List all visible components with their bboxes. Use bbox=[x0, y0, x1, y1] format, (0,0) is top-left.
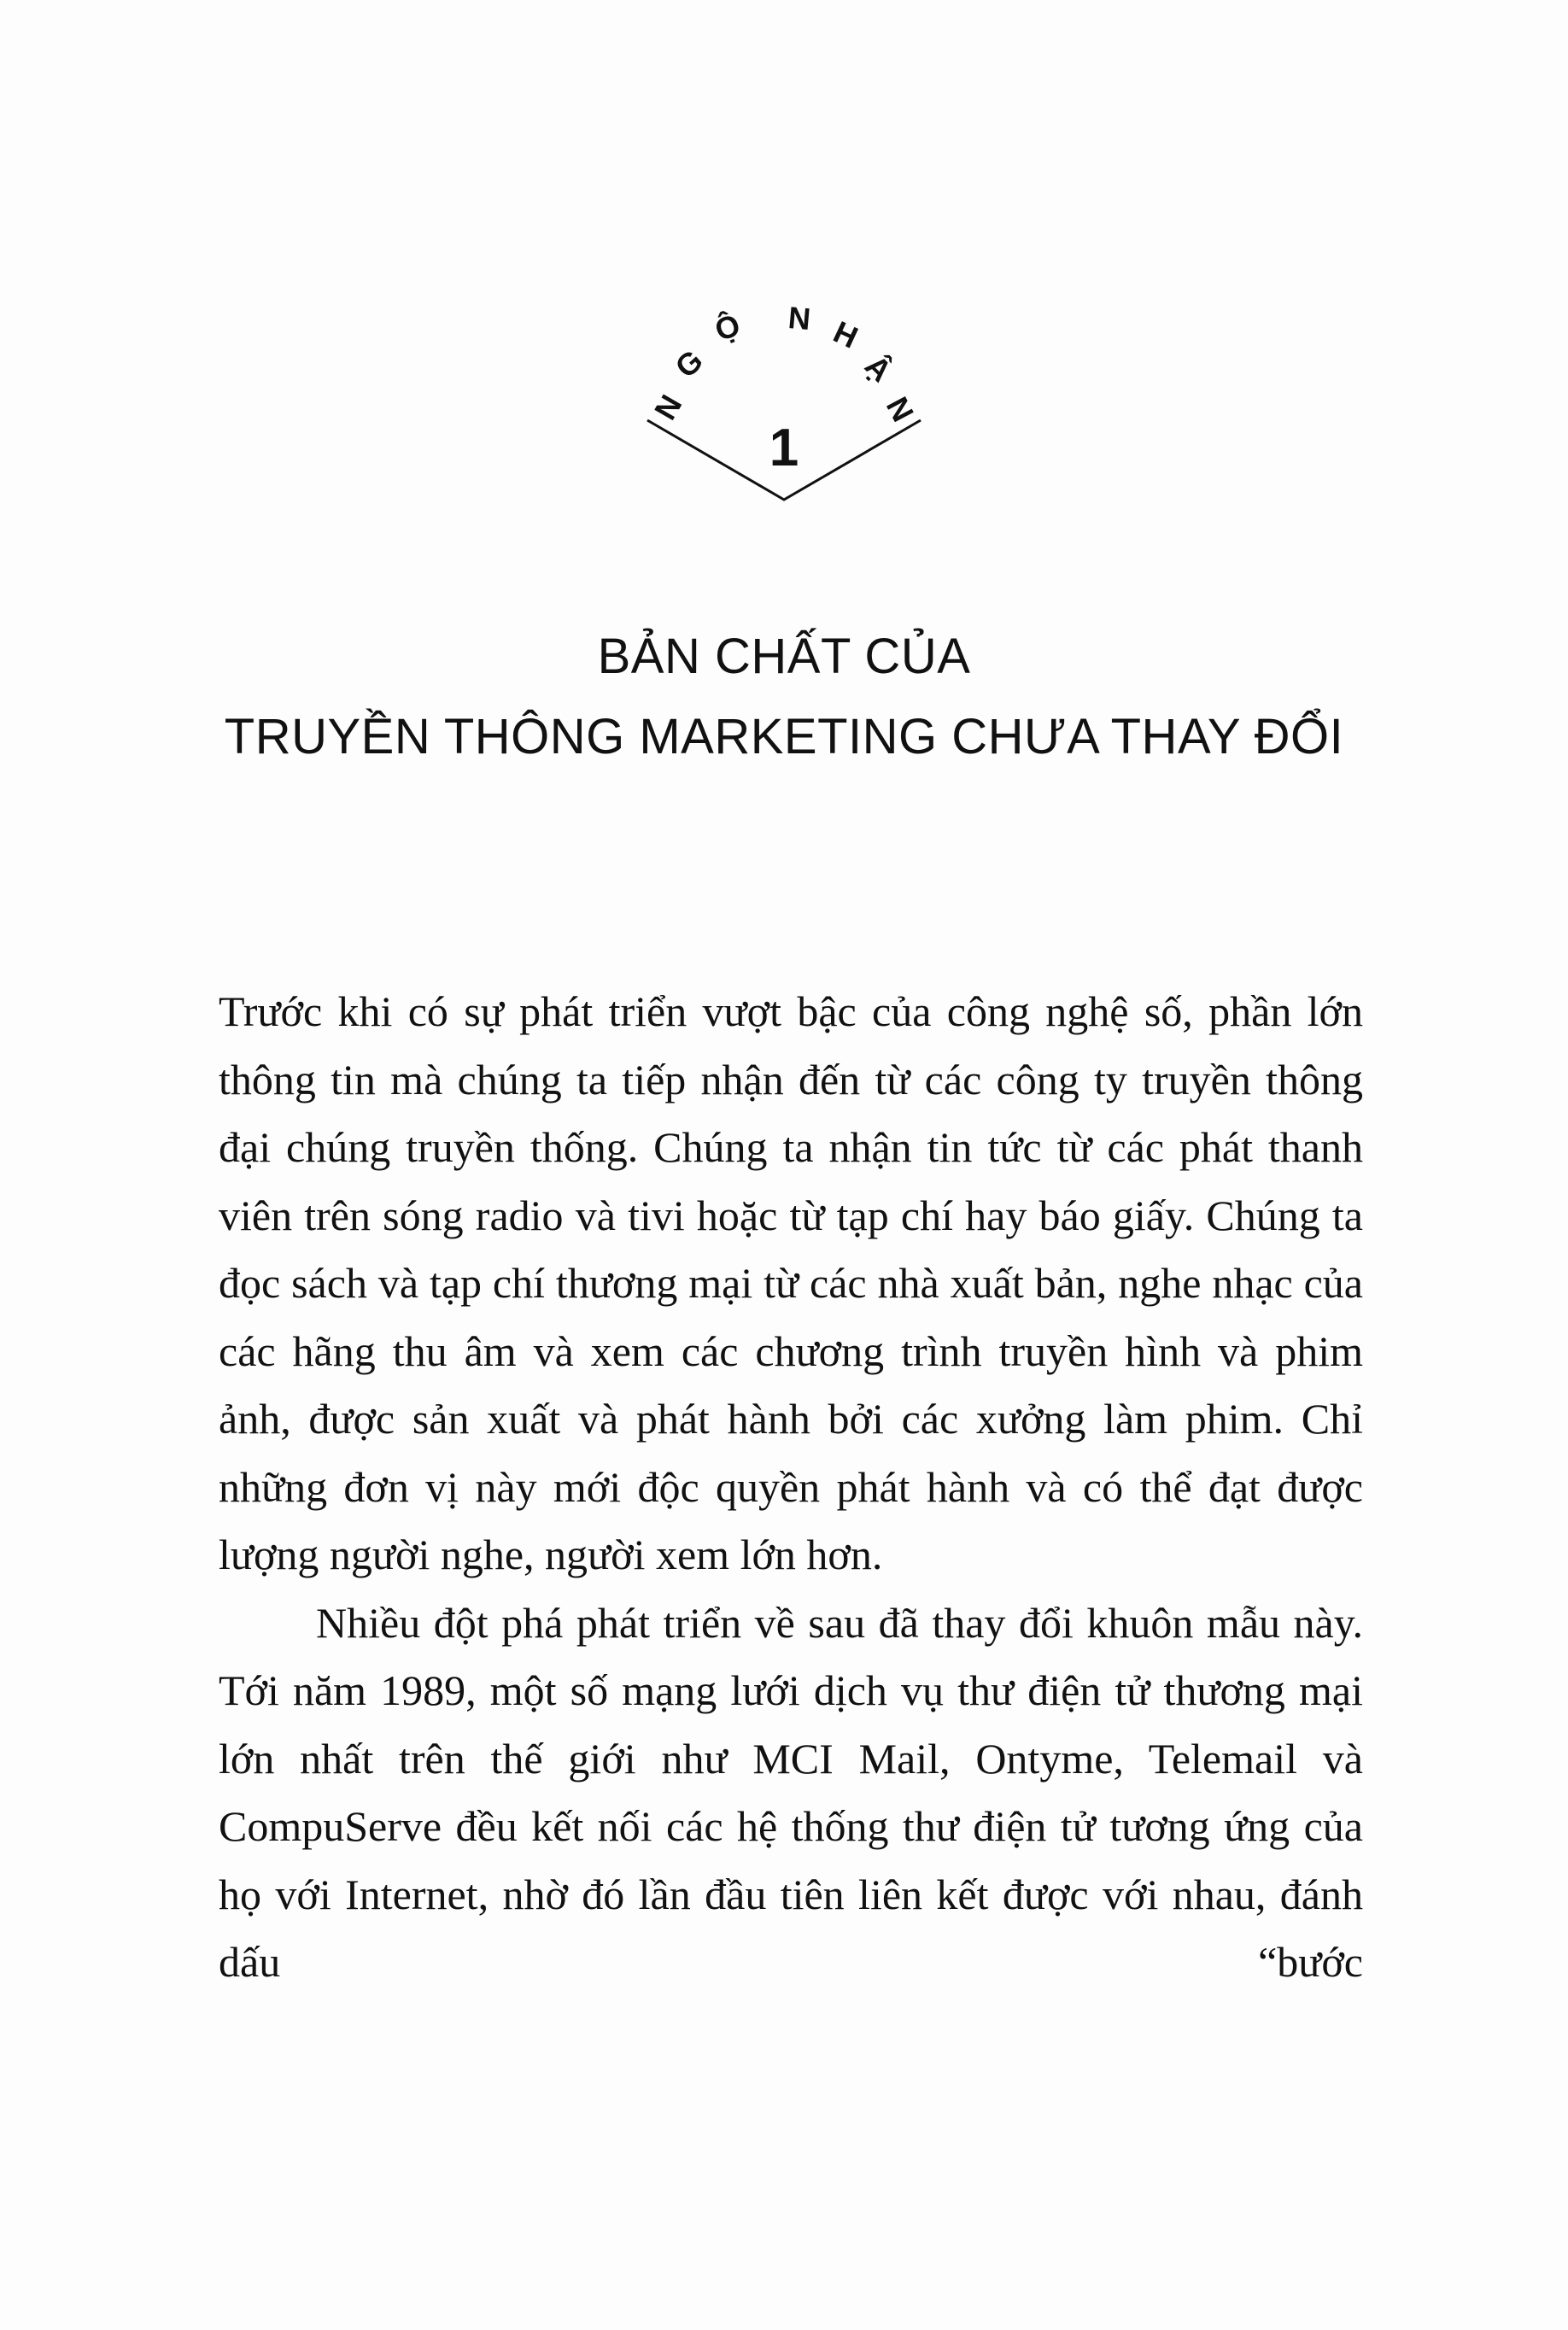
badge-letter-4: N bbox=[787, 299, 812, 337]
badge-letter-7: N bbox=[879, 391, 921, 428]
paragraph-2: Nhiều đột phá phát triển về sau đã thay đổi khuôn mẫu này. Tới năm 1989, một số mạng lưới dịch vụ thư điện tử thương mại lớn nhất trên thế giới như MCI Mail, Ontyme, Telemail và CompuServe đều kết nối các hệ thống thư điện tử tương ứng của họ với Internet, nhờ đó lần đầu tiên liên kết được với nhau, đánh dấu “bước bbox=[219, 1598, 1363, 1986]
body-text bbox=[219, 978, 1363, 1997]
chapter-number: 1 bbox=[769, 419, 799, 477]
badge-letter-1: N bbox=[647, 389, 689, 426]
chapter-badge-graphic bbox=[0, 0, 1568, 598]
badge-letter-6: Ậ bbox=[858, 348, 899, 389]
chapter-title-line-1: BẢN CHẤT CỦA bbox=[597, 629, 971, 684]
chapter-title-line-2: TRUYỀN THÔNG MARKETING CHƯA THAY ĐỔI bbox=[224, 709, 1344, 764]
paragraph-1: Trước khi có sự phát triển vượt bậc của công nghệ số, phần lớn thông tin mà chúng ta tiếp nhận đến từ các công ty truyền thông đại chúng truyền thống. Chúng ta nhận tin tức từ các phát thanh viên trên sóng radio và tivi hoặc từ tạp chí hay báo giấy. Chúng ta đọc sách và tạp chí thương mại từ các nhà xuất bản, nghe nhạc của các hãng thu âm và xem các chương trình truyền hình và phim ảnh, được sản xuất và phát hành bởi các xưởng làm phim. Chỉ những đơn vị này mới độc quyền phát hành và có thể đạt được lượng người nghe, người xem lớn hơn. bbox=[219, 987, 1363, 1578]
chapter-title bbox=[0, 617, 1568, 777]
badge-letter-5: H bbox=[828, 313, 863, 355]
chapter-badge bbox=[0, 0, 1568, 598]
badge-letter-2: G bbox=[668, 342, 710, 385]
badge-letter-3: Ộ bbox=[710, 307, 745, 348]
